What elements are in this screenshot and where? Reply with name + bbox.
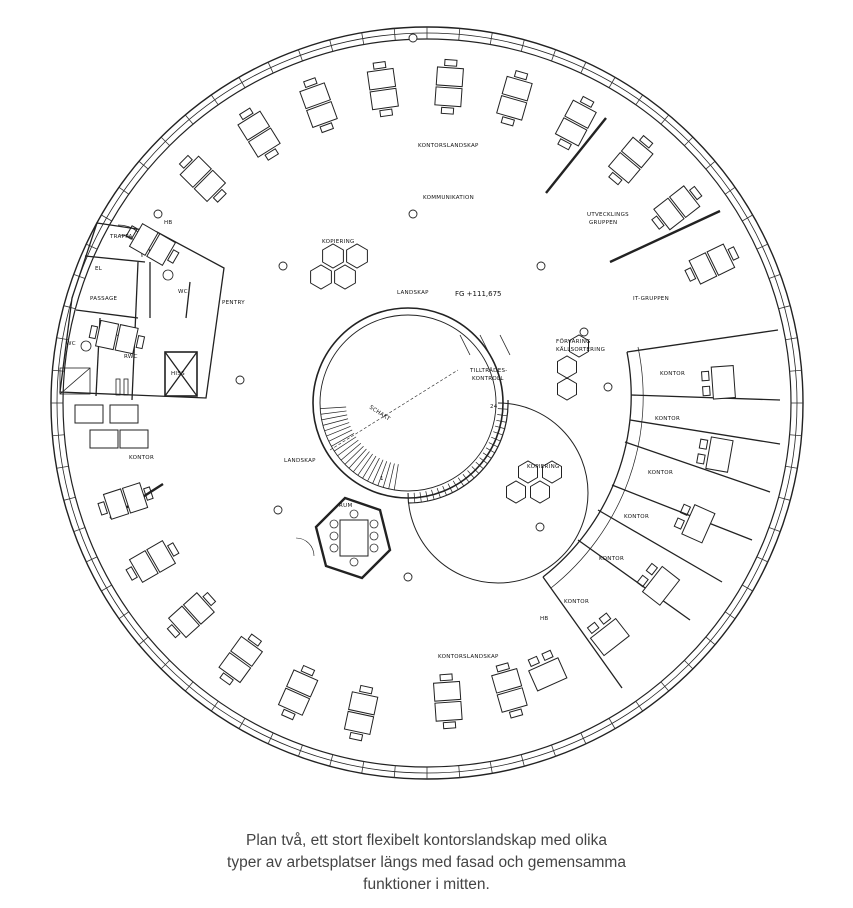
label-stair-number: 1 <box>380 476 384 482</box>
chair <box>697 454 705 464</box>
mullion <box>581 733 586 744</box>
label-utvecklingsgruppen-2: GRUPPEN <box>589 220 618 226</box>
caption-line: funktioner i mitten. <box>363 876 490 893</box>
mullion <box>268 733 273 744</box>
label-kontor-right: KONTOR <box>655 416 681 422</box>
hexagon-tile <box>323 244 344 268</box>
mullion <box>790 370 802 371</box>
desk <box>682 505 715 543</box>
chair <box>699 439 707 449</box>
mullion <box>757 244 768 249</box>
workstation <box>433 673 463 729</box>
workstation <box>343 684 380 742</box>
mullion <box>769 274 780 278</box>
chair <box>702 371 710 380</box>
chair <box>587 622 598 633</box>
label-utvecklingsgruppen-1: UTVECKLINGS <box>587 212 629 218</box>
label-it-gruppen: IT-GRUPPEN <box>633 296 669 302</box>
column <box>409 34 417 42</box>
desk <box>349 692 378 715</box>
label-kommunikation: KOMMUNIKATION <box>423 195 475 201</box>
mullion <box>459 766 460 778</box>
stair-tread <box>320 407 346 409</box>
column <box>154 210 162 218</box>
meeting-chair <box>370 520 378 528</box>
mullion <box>394 28 395 40</box>
column <box>536 523 544 531</box>
chair <box>542 650 553 660</box>
desk <box>367 68 395 89</box>
mullion <box>139 637 148 645</box>
chair <box>445 59 457 66</box>
workstation <box>163 587 221 642</box>
office-desk-group <box>635 560 680 605</box>
hexagon-tile <box>531 481 550 503</box>
label-kontor-left: KONTOR <box>129 455 155 461</box>
stair-tread <box>331 433 354 446</box>
label-rwc: RWC <box>124 354 138 360</box>
stair-tread <box>322 415 348 420</box>
mullion <box>119 612 129 619</box>
mullion <box>769 527 780 531</box>
mullion <box>394 766 395 778</box>
room-labels <box>66 143 685 660</box>
column <box>279 262 287 270</box>
workstation <box>96 480 155 521</box>
mullion <box>551 745 555 756</box>
mullion <box>742 585 752 591</box>
meeting-chair <box>330 532 338 540</box>
office-desk-group <box>525 649 567 691</box>
mullion <box>551 50 555 61</box>
stair-tread <box>389 463 395 488</box>
label-forvaring-2: KÄLLSORTERING <box>556 347 606 353</box>
label-hiss: HISS <box>171 371 185 377</box>
hexagon-tile <box>558 378 577 400</box>
chair <box>440 674 452 681</box>
meeting-chair <box>350 558 358 566</box>
label-hb-1: HB <box>164 220 173 226</box>
stair-tread <box>486 448 495 453</box>
workstation <box>682 241 742 288</box>
chair <box>441 107 453 114</box>
label-forvaring-1: FÖRVARING <box>556 339 591 345</box>
hexagon-tile <box>335 265 356 289</box>
column <box>604 383 612 391</box>
label-landskap-center: LANDSKAP <box>397 290 429 296</box>
chair <box>528 656 539 666</box>
column <box>274 506 282 514</box>
mullion <box>757 557 768 562</box>
stair-tread <box>394 464 398 490</box>
workstation <box>494 69 534 128</box>
chair <box>514 71 527 80</box>
mullion <box>706 637 715 645</box>
hexagon-tile <box>558 356 577 378</box>
desk <box>435 701 462 721</box>
label-kontor-right: KONTOR <box>648 470 674 476</box>
chair <box>136 336 144 349</box>
desk <box>90 430 118 448</box>
mullion <box>211 701 218 711</box>
column <box>236 376 244 384</box>
chair <box>360 685 373 693</box>
caption-line: typer av arbetsplatser längs med fasad och gemensamma <box>227 854 626 871</box>
mullion <box>298 50 302 61</box>
workstation <box>123 220 183 270</box>
label-tilltrade-2: KONTROLL <box>472 376 504 382</box>
desk <box>370 88 398 109</box>
stair-tread <box>458 478 464 486</box>
hexagon-tile <box>507 481 526 503</box>
label-kontor-right: KONTOR <box>660 371 686 377</box>
mullion <box>790 435 802 436</box>
mullion <box>298 745 302 756</box>
desk <box>110 405 138 423</box>
mullion <box>581 62 586 73</box>
label-rum: RUM <box>339 503 353 509</box>
caption-line: Plan två, ett stort flexibelt kontorslandskap med olika <box>246 832 607 849</box>
desk <box>120 430 148 448</box>
mullion <box>185 682 193 691</box>
chair <box>443 722 455 729</box>
label-landskap-left: LANDSKAP <box>284 458 316 464</box>
office-desk-group <box>673 501 715 543</box>
desk <box>75 405 103 423</box>
chair <box>501 117 514 126</box>
mullion <box>636 701 643 711</box>
column <box>537 262 545 270</box>
stair-tread <box>498 409 508 410</box>
chair <box>599 613 610 624</box>
meeting-room-hexagon <box>296 498 390 578</box>
stair-tread <box>414 493 415 503</box>
mullion <box>636 95 643 105</box>
chair <box>380 109 393 117</box>
mullion <box>185 115 193 124</box>
workstation <box>648 181 707 235</box>
chair <box>89 326 97 339</box>
workstation <box>552 93 600 153</box>
stair-tread <box>329 430 352 441</box>
meeting-chair <box>370 532 378 540</box>
label-schakt: SCHAKT <box>367 404 391 423</box>
mullion <box>661 115 669 124</box>
desk <box>434 681 461 701</box>
label-wc-1: WC <box>178 289 188 295</box>
stair-tread <box>463 474 469 482</box>
label-kontor-right: KONTOR <box>599 556 625 562</box>
workstation <box>234 104 285 164</box>
column <box>409 210 417 218</box>
label-passage: PASSAGE <box>90 296 118 302</box>
label-el: EL <box>95 266 103 272</box>
chair <box>509 709 522 718</box>
stair-tread <box>480 458 488 464</box>
workstation <box>489 661 529 720</box>
mullion <box>742 215 752 221</box>
hexagon-tile <box>311 265 332 289</box>
label-kopiering-right: KOPIERING <box>527 464 560 470</box>
central-stair <box>313 308 588 583</box>
stair-tread <box>383 462 390 487</box>
label-hb-2: HB <box>540 616 549 622</box>
mullion <box>139 161 148 169</box>
facade-mullions <box>51 27 803 779</box>
desks <box>75 59 742 742</box>
mullion <box>52 435 64 436</box>
stair-tread <box>453 481 458 490</box>
mullion <box>268 62 273 73</box>
chair <box>646 563 657 574</box>
workstation <box>434 59 464 115</box>
hexagon-tile <box>347 244 368 268</box>
desk <box>436 67 463 87</box>
workstation <box>297 75 340 135</box>
workstation <box>603 131 658 189</box>
label-kontorslandskap-bottom: KONTORSLANDSKAP <box>438 654 499 660</box>
mullion <box>661 682 669 691</box>
mullion <box>239 718 245 728</box>
mullion <box>725 612 735 619</box>
stair-tread <box>483 453 491 459</box>
stair-tread <box>363 456 376 478</box>
mullion <box>101 585 111 591</box>
desk <box>711 366 735 399</box>
meeting-chairs <box>330 510 378 566</box>
mullion <box>725 187 735 194</box>
stair-tread <box>321 411 347 414</box>
chair <box>350 732 363 740</box>
mullion <box>74 527 85 531</box>
workstation <box>366 61 399 118</box>
office-desk-group <box>584 611 629 656</box>
stair-tread <box>326 426 350 436</box>
stair-tread <box>367 458 379 481</box>
mullion <box>609 77 615 87</box>
label-kontor-right: KONTOR <box>564 599 590 605</box>
figure-caption <box>120 830 733 896</box>
desk <box>529 658 567 691</box>
workstation <box>175 151 232 208</box>
meeting-chair <box>330 520 338 528</box>
chair <box>373 62 386 70</box>
desk <box>706 437 733 472</box>
meeting-chair <box>370 544 378 552</box>
label-kontor-right: KONTOR <box>624 514 650 520</box>
column <box>404 573 412 581</box>
desk <box>435 87 462 107</box>
workstation <box>123 537 183 587</box>
workstation <box>214 630 267 689</box>
mullion <box>609 718 615 728</box>
label-kopiering-left: KOPIERING <box>322 239 355 245</box>
office-desk-group <box>701 366 735 400</box>
label-stair-number: 24 <box>490 404 498 410</box>
label-level: FG +111,675 <box>455 290 502 298</box>
chair <box>703 386 711 395</box>
office-desk-group <box>696 435 733 472</box>
desk <box>344 711 373 734</box>
label-wc-2: WC <box>66 341 76 347</box>
mullion <box>211 95 218 105</box>
office-ring-walls <box>543 330 780 688</box>
column <box>580 328 588 336</box>
meeting-chair <box>330 544 338 552</box>
mullion <box>706 161 715 169</box>
mullion <box>459 28 460 40</box>
label-trappa: TRAPPA <box>110 234 133 240</box>
meeting-chair <box>350 510 358 518</box>
label-kontorslandskap-top: KONTORSLANDSKAP <box>418 143 479 149</box>
chair <box>674 518 684 529</box>
label-pentry: PENTRY <box>222 300 245 306</box>
chair <box>496 663 509 672</box>
stair-tread <box>378 461 387 485</box>
mullion <box>86 557 97 562</box>
workstation <box>275 663 321 723</box>
label-tilltrade-1: TILLTRÄDES- <box>470 368 508 374</box>
mullion <box>119 187 129 194</box>
workstation <box>88 319 146 356</box>
chair <box>637 575 648 586</box>
mullion <box>101 215 111 221</box>
mullion <box>239 77 245 87</box>
